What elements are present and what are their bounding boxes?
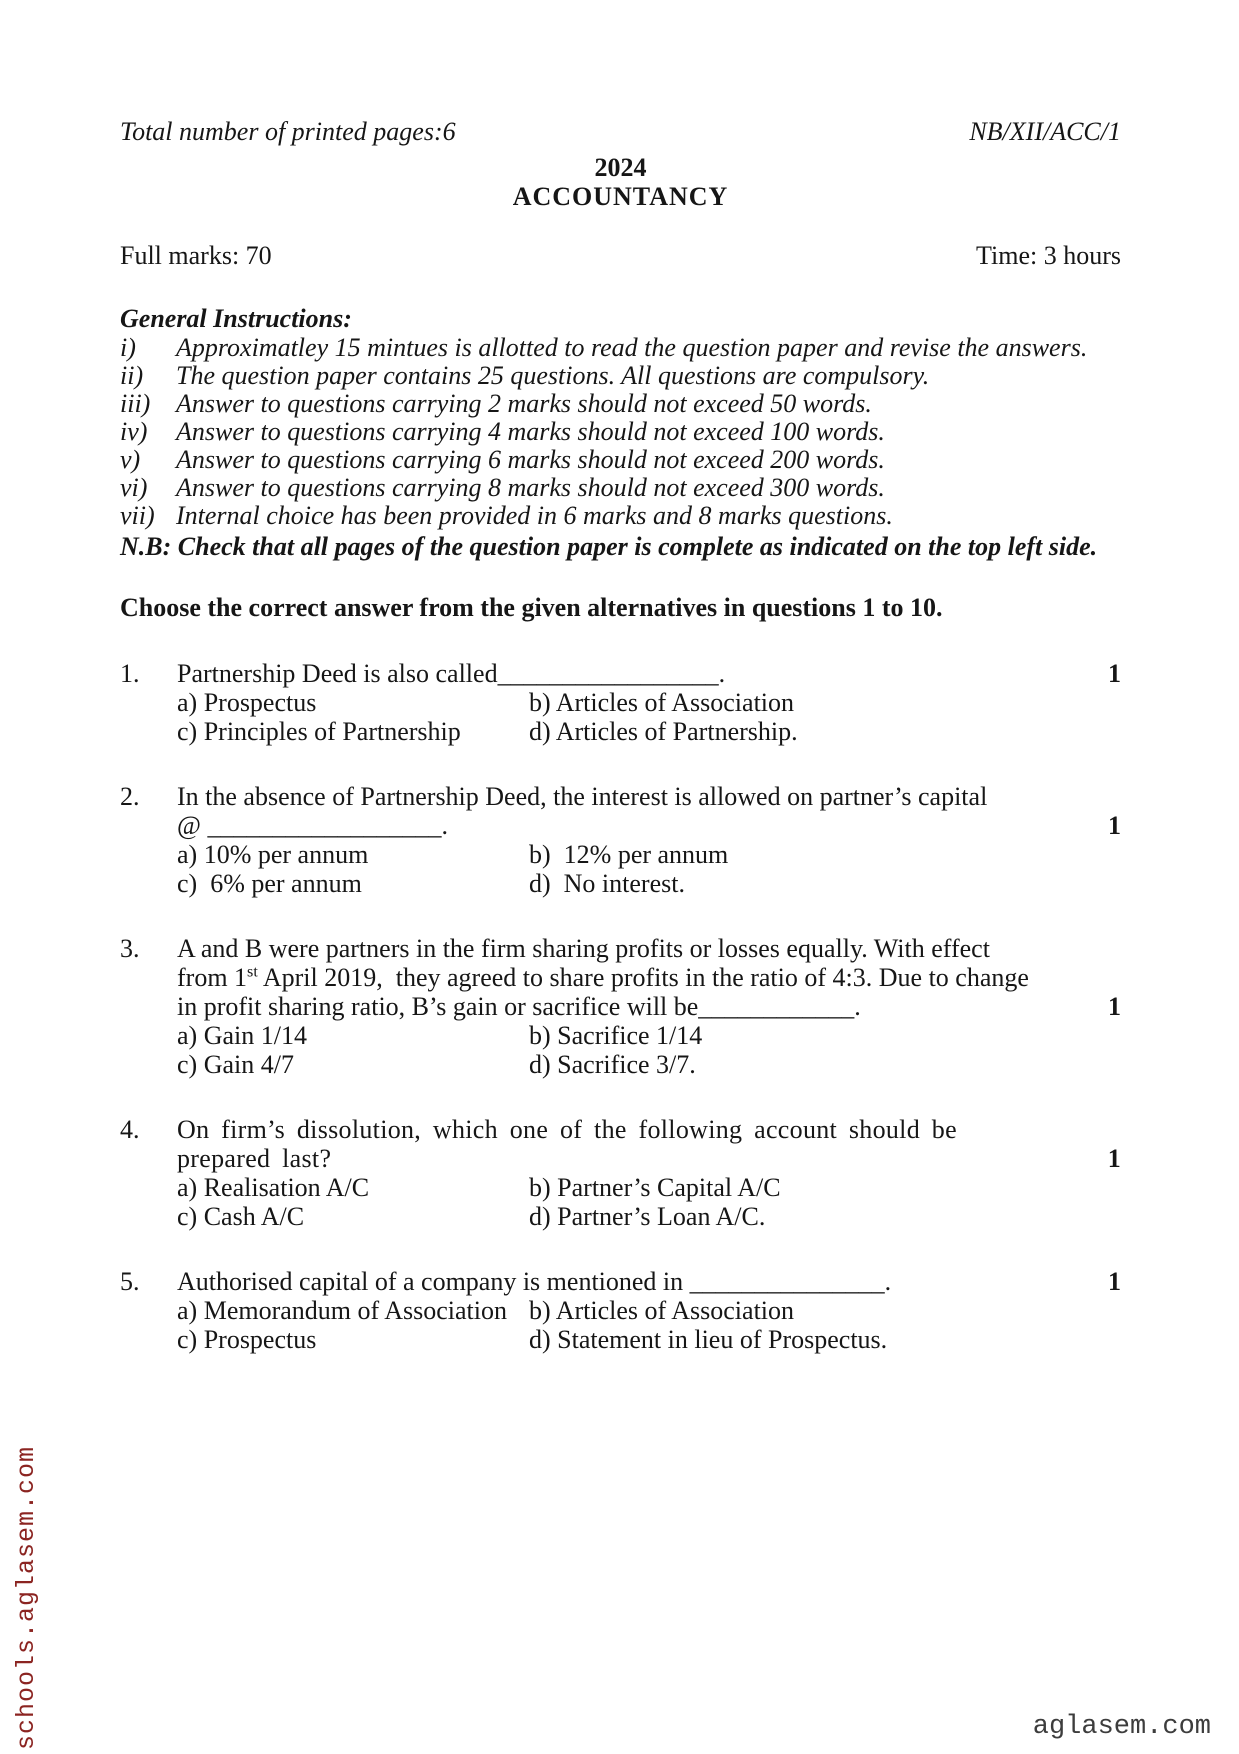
option-a: a) Prospectus (177, 688, 317, 717)
question-text: On firm’s dissolution, which one of the following account should be (177, 1115, 957, 1144)
instruction-item (120, 474, 1121, 502)
question-body (177, 659, 1121, 746)
option-c: c) Cash A/C (177, 1202, 305, 1231)
instruction-text: Answer to questions carrying 2 marks should not exceed 50 words. (176, 389, 872, 418)
question-text: Partnership Deed is also called_________________. (177, 659, 726, 688)
question-text: A and B were partners in the firm sharing profits or losses equally. With effect (177, 934, 990, 963)
instruction-item (120, 446, 1121, 474)
question-text-line (177, 1115, 1121, 1144)
marks-value: 1 (1108, 811, 1121, 840)
option-b: b) Articles of Association (529, 688, 795, 717)
option-b: b) 12% per annum (529, 840, 729, 869)
option-b: b) Partner’s Capital A/C (529, 1173, 781, 1202)
instruction-text: Answer to questions carrying 8 marks should not exceed 300 words. (176, 473, 885, 502)
question-text: prepared last? (177, 1144, 332, 1173)
instruction-text: Answer to questions carrying 6 marks should not exceed 200 words. (176, 445, 885, 474)
question-text-line (177, 782, 1121, 811)
option-d: d) Partner’s Loan A/C. (529, 1202, 766, 1231)
paper-code: NB/XII/ACC/1 (969, 117, 1121, 146)
general-instructions-heading: General Instructions: (120, 304, 352, 333)
option-a: a) Realisation A/C (177, 1173, 370, 1202)
footer-site-label: aglasem.com (1032, 1712, 1211, 1742)
instruction-numeral: vii) (120, 501, 155, 530)
instruction-item (120, 418, 1121, 446)
question-2 (120, 782, 1121, 898)
question-text-part: April 2019, they agreed to share profits in the ratio of 4:3. Due to change (257, 963, 1029, 992)
option-c: c) Prospectus (177, 1325, 317, 1354)
instruction-item (120, 502, 1121, 530)
instruction-item (120, 390, 1121, 418)
question-body (177, 1267, 1121, 1354)
options-row (177, 1325, 1121, 1354)
question-number: 2. (120, 782, 140, 811)
instruction-numeral: i) (120, 333, 136, 362)
side-watermark: schools.aglasem.com (12, 1445, 41, 1750)
option-b: b) Articles of Association (529, 1296, 795, 1325)
question-text: Authorised capital of a company is mentioned in _______________. (177, 1267, 892, 1296)
question-text-line (177, 934, 1121, 963)
option-d: d) Sacrifice 3/7. (529, 1050, 696, 1079)
instruction-item (120, 362, 1121, 390)
nb-note: N.B: Check that all pages of the question paper is complete as indicated on the top left side. (120, 532, 1098, 561)
time-allowed: Time: 3 hours (976, 241, 1121, 270)
instruction-text: Approximatley 15 mintues is allotted to read the question paper and revise the answers. (176, 333, 1088, 362)
options-row (177, 717, 1121, 746)
options-row (177, 1021, 1121, 1050)
instruction-numeral: ii) (120, 361, 144, 390)
options-row (177, 1173, 1121, 1202)
question-text-line (177, 992, 1121, 1021)
question-3 (120, 934, 1121, 1079)
option-b: b) Sacrifice 1/14 (529, 1021, 703, 1050)
question-number: 5. (120, 1267, 140, 1296)
question-text-line (177, 1144, 1121, 1173)
instruction-numeral: v) (120, 445, 141, 474)
full-marks: Full marks: 70 (120, 241, 272, 270)
options-row (177, 840, 1121, 869)
option-c: c) 6% per annum (177, 869, 362, 898)
instruction-text: Answer to questions carrying 4 marks should not exceed 100 words. (176, 417, 885, 446)
option-a: a) 10% per annum (177, 840, 369, 869)
question-number: 3. (120, 934, 140, 963)
options-row (177, 869, 1121, 898)
exam-year: 2024 (594, 153, 647, 182)
marks-value: 1 (1108, 992, 1121, 1021)
ordinal-superscript: st (247, 963, 258, 981)
question-number: 1. (120, 659, 140, 688)
subject-title: ACCOUNTANCY (512, 182, 729, 211)
question-text-line (177, 1267, 1121, 1296)
options-row (177, 688, 1121, 717)
marks-value: 1 (1107, 1144, 1121, 1173)
question-body (177, 934, 1121, 1079)
option-c: c) Gain 4/7 (177, 1050, 294, 1079)
question-text: in profit sharing ratio, B’s gain or sacrifice will be____________. (177, 992, 861, 1021)
question-text (177, 963, 1029, 992)
question-body (177, 782, 1121, 898)
question-body (177, 1115, 1121, 1231)
marks-value: 1 (1108, 1267, 1121, 1296)
instruction-numeral: iv) (120, 417, 148, 446)
option-d: d) Articles of Partnership. (529, 717, 798, 746)
marks-value: 1 (1108, 659, 1121, 688)
question-text: In the absence of Partnership Deed, the interest is allowed on partner’s capital (177, 782, 988, 811)
question-text-part: from 1 (177, 963, 248, 992)
question-number: 4. (120, 1115, 140, 1144)
title-block (120, 154, 1121, 212)
option-a: a) Memorandum of Association (177, 1296, 507, 1325)
question-text: @ __________________. (177, 811, 448, 840)
option-d: d) No interest. (529, 869, 685, 898)
instruction-numeral: vi) (120, 473, 148, 502)
option-d: d) Statement in lieu of Prospectus. (529, 1325, 888, 1354)
question-4 (120, 1115, 1121, 1231)
options-row (177, 1050, 1121, 1079)
question-text-line (177, 659, 1121, 688)
instruction-text: Internal choice has been provided in 6 marks and 8 marks questions. (176, 501, 893, 530)
question-5 (120, 1267, 1121, 1354)
marks-time-row (120, 242, 1121, 270)
question-1 (120, 659, 1121, 746)
section-heading: Choose the correct answer from the given alternatives in questions 1 to 10. (120, 593, 943, 622)
options-row (177, 1202, 1121, 1231)
instruction-numeral: iii) (120, 389, 151, 418)
option-a: a) Gain 1/14 (177, 1021, 307, 1050)
printed-pages-note: Total number of printed pages:6 (120, 117, 456, 146)
option-c: c) Principles of Partnership (177, 717, 461, 746)
instruction-text: The question paper contains 25 questions. All questions are compulsory. (176, 361, 930, 390)
instruction-item (120, 334, 1121, 362)
question-text-line (177, 811, 1121, 840)
options-row (177, 1296, 1121, 1325)
header-row (120, 118, 1121, 146)
question-text-line (177, 963, 1121, 992)
